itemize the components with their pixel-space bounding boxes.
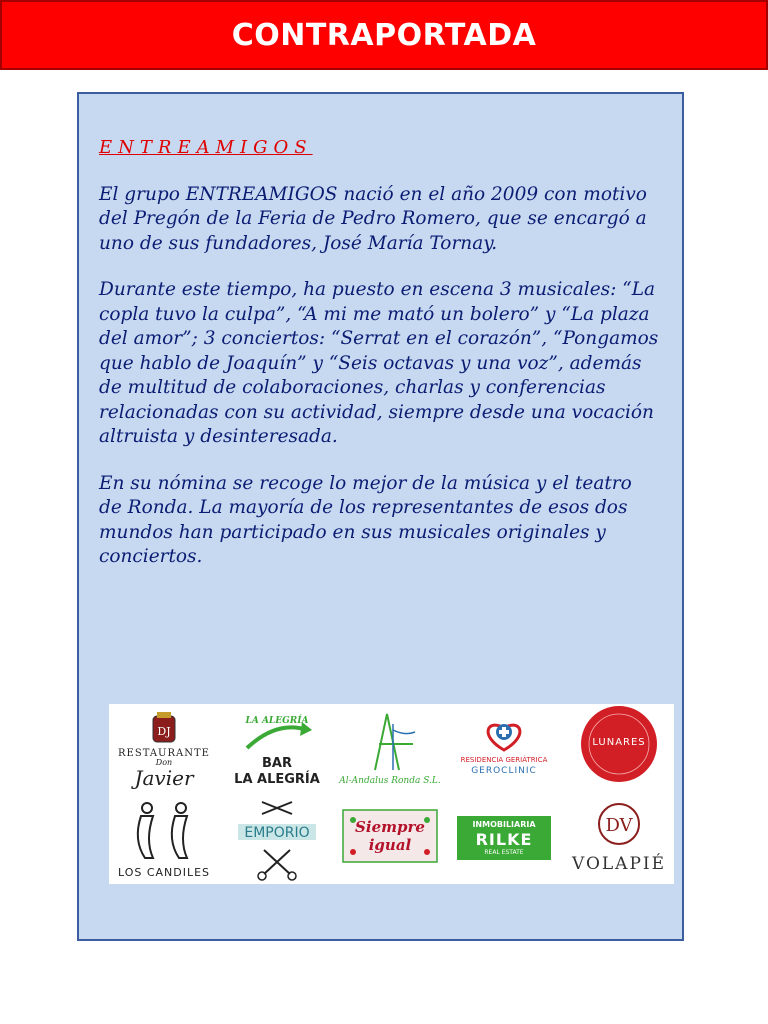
logo-text-line1: INMOBILIARIA (472, 820, 536, 829)
logo-text: EMPORIO (244, 825, 310, 841)
circle-logo-icon (564, 704, 674, 792)
logo-text-line2: RILKE (475, 830, 533, 849)
logo-text-line1: BAR (262, 756, 292, 771)
article (99, 136, 659, 592)
logo-text: LOS CANDILES (117, 866, 211, 879)
logo-text-line2: LA ALEGRÍA (234, 772, 320, 787)
logo-siempre-igual (335, 808, 445, 896)
paragraph-1: El grupo ENTREAMIGOS nació en el año 2009 con motivo del Pregón de la Feria de Pedro Romero, que se encargó a uno de sus fundadores, José María Tornay. (99, 183, 647, 254)
logo-text: VOLAPIÉ (571, 854, 667, 874)
sponsor-logos (109, 704, 674, 884)
content-panel (77, 92, 684, 941)
logo-text-line1: RESTAURANTE (118, 748, 210, 759)
logo-text: Al-Andalus Ronda S.L. (339, 776, 441, 786)
logo-text-line1: RESIDENCIA GERIÁTRICA (460, 756, 548, 764)
page-title: CONTRAPORTADA (231, 17, 537, 53)
logo-text-top: LA ALEGRÍA (245, 716, 309, 726)
crest-icon (109, 710, 219, 750)
logo-text-line2: igual (368, 836, 412, 854)
logo-text-line2: Don (155, 758, 173, 767)
logo-volapie (564, 800, 674, 888)
logo-text: LUNARES (592, 737, 646, 748)
logo-lunares (564, 704, 674, 792)
logo-text-line1: Siempre (355, 818, 425, 836)
section-title: ENTREAMIGOS (99, 137, 313, 158)
logo-rilke (449, 816, 559, 904)
logo-text-line2: GEROCLINIC (471, 766, 537, 776)
svg-text:DV: DV (605, 815, 633, 836)
monogram-icon (564, 800, 674, 852)
lantern-icon (109, 800, 219, 866)
scissors-icon (222, 800, 332, 884)
logo-text-line3: REAL ESTATE (484, 849, 524, 856)
paragraph-2: Durante este tiempo, ha puesto en escena 3 musicales: “La copla tuvo la culpa”, “A mi me mató un bolero” y “La plaza del amor”; 3 conciertos: “Serrat en el corazón”, “Pongamos que hablo de Joaquín” y “Seis octavas y una voz”, además de multitud de colaboraciones, charlas y conferencias relacionadas con su actividad, siempre desde una vocación altruista y desinteresada. (99, 279, 659, 447)
logo-restaurante-don-javier (109, 710, 219, 798)
logo-los-candiles (109, 800, 219, 888)
heart-cross-icon (449, 710, 559, 754)
architecture-icon (335, 710, 445, 774)
paragraph-3: En su nómina se recoge lo mejor de la música y el teatro de Ronda. La mayoría de los representantes de esos dos mundos han participado en sus musicales originales y conciertos. (99, 472, 632, 567)
page-header (0, 0, 768, 70)
logo-emporio (222, 800, 332, 888)
logo-geroclinic (449, 710, 559, 798)
logo-bar-la-alegria (222, 710, 332, 798)
svg-text:DJ: DJ (157, 725, 171, 738)
logo-al-andalus (335, 710, 445, 798)
logo-text-line3: Javier (134, 766, 194, 790)
